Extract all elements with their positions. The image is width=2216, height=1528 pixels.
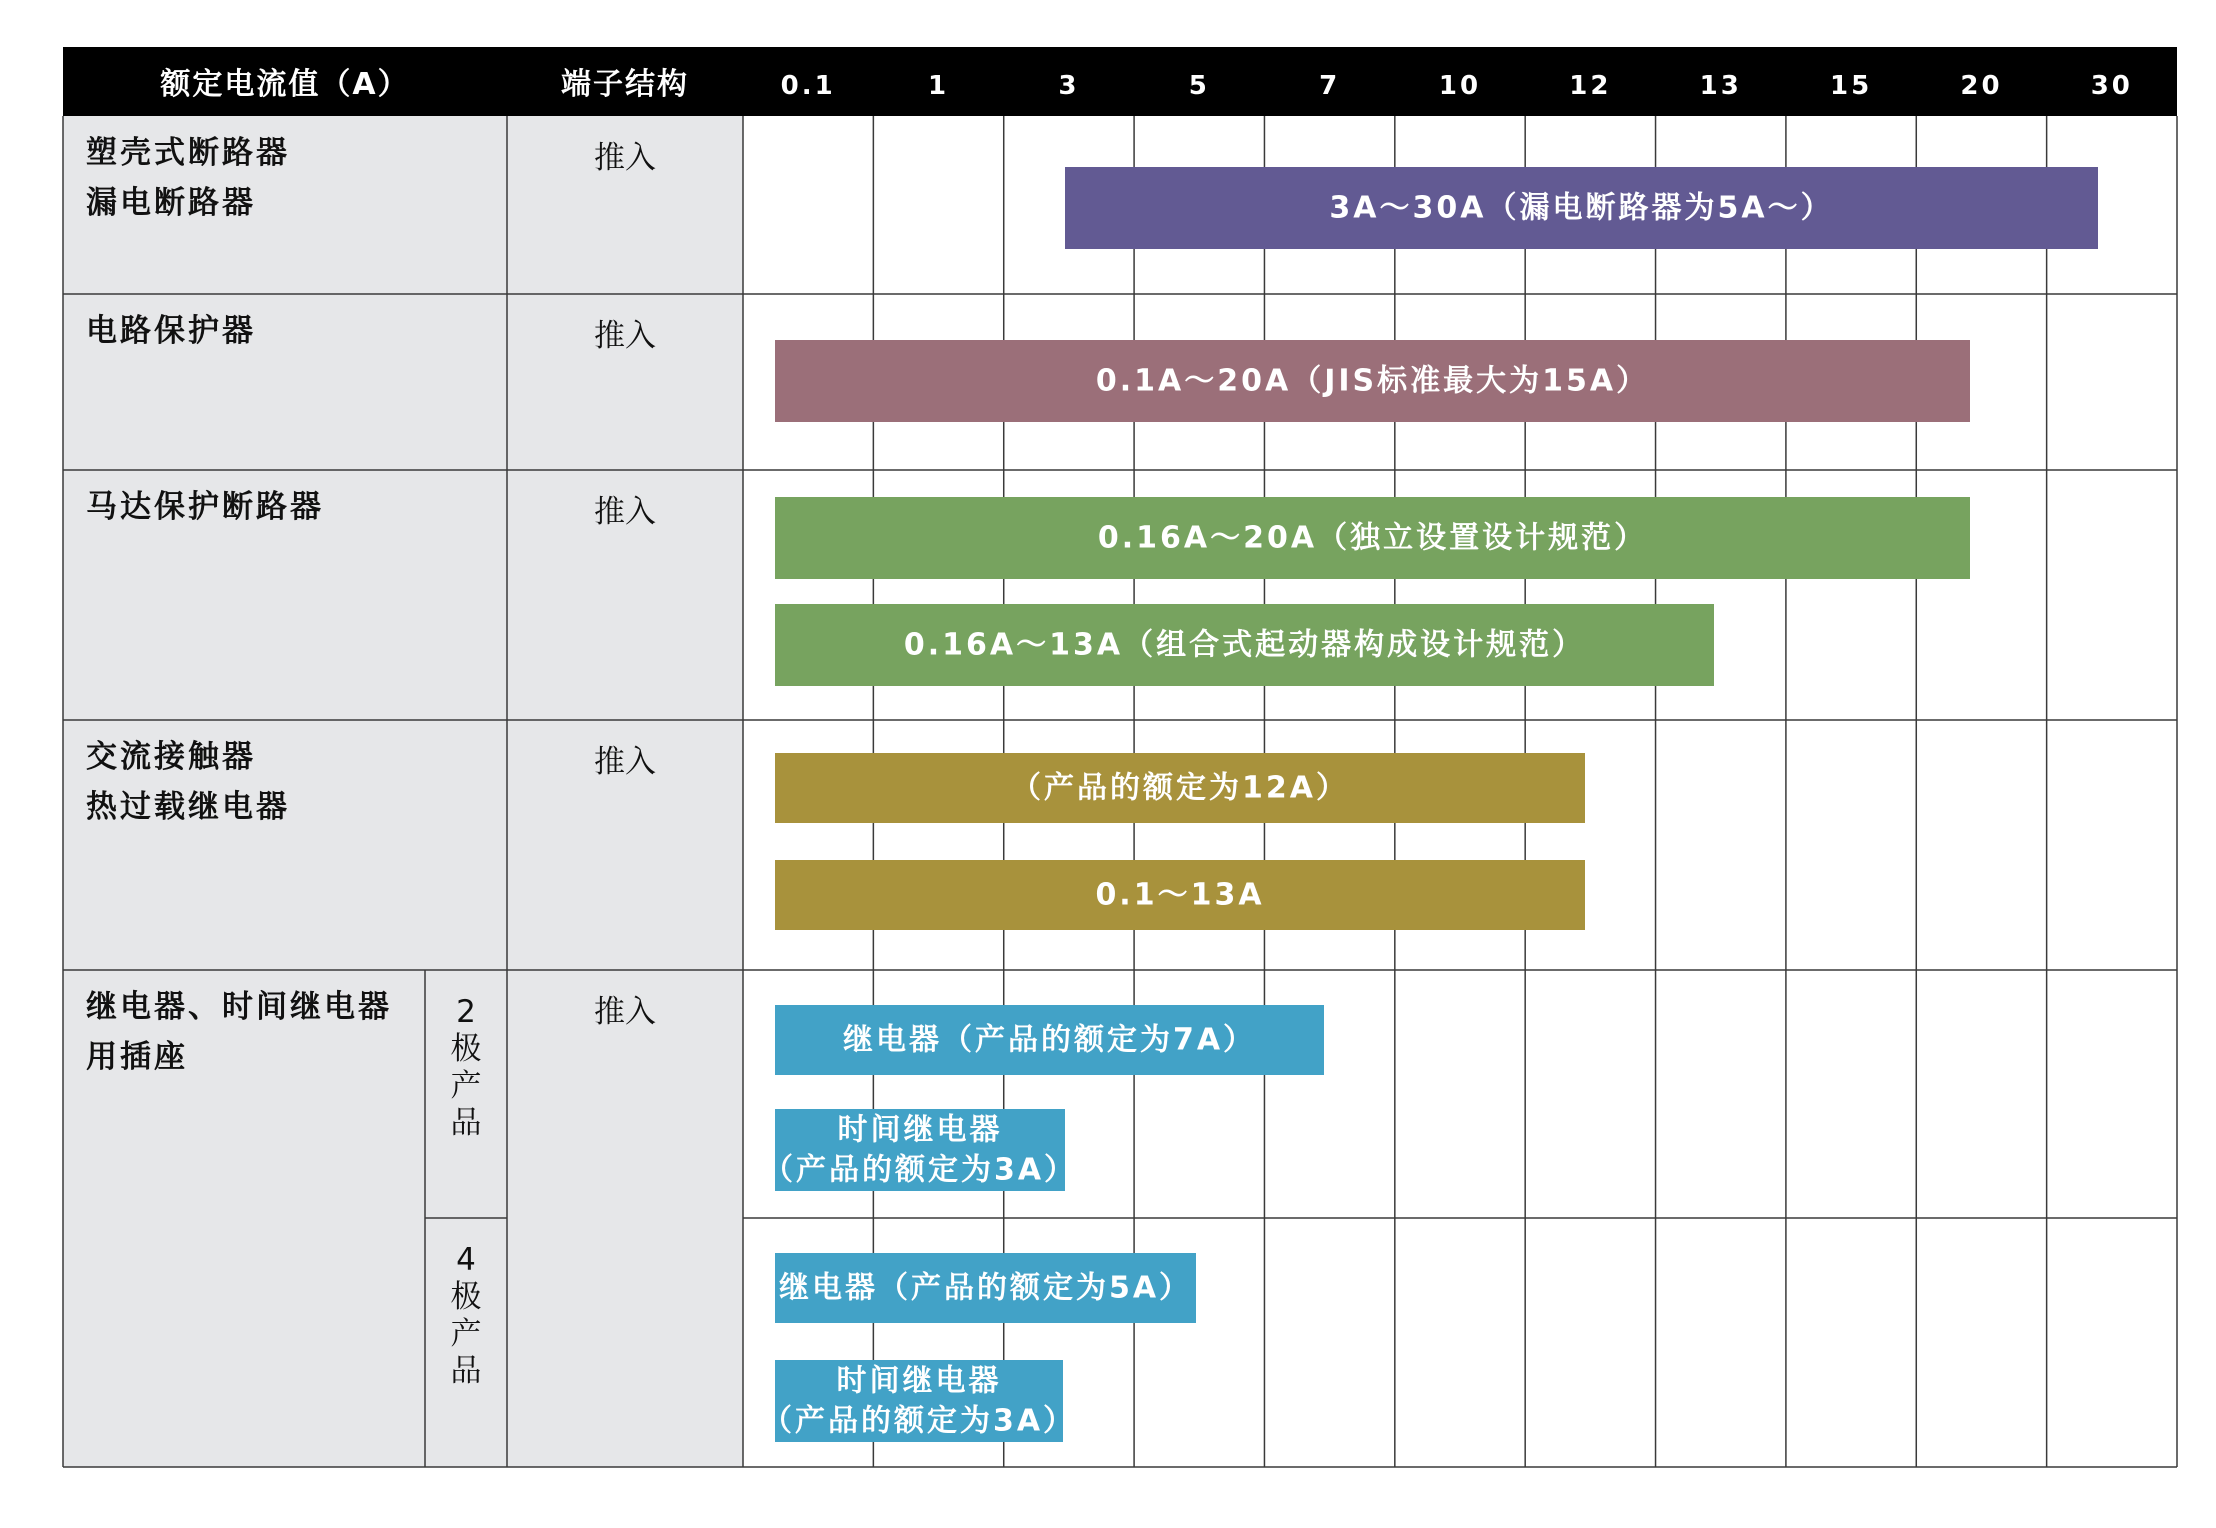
tick-label: 30 xyxy=(2090,71,2133,101)
tick-label: 12 xyxy=(1569,71,1612,101)
bar-label: 0.1～13A xyxy=(1095,877,1265,913)
category-label: 用插座 xyxy=(86,1039,188,1075)
terminal-label: 推入 xyxy=(594,140,656,176)
pole-label: 极 xyxy=(450,1031,482,1067)
tick-label: 0.1 xyxy=(780,71,836,101)
tick-label: 13 xyxy=(1699,71,1742,101)
header-rated-current: 额定电流值（A） xyxy=(160,67,410,102)
bar-label: 继电器（产品的额定为7A） xyxy=(842,1022,1257,1058)
bar-label: （产品的额定为12A） xyxy=(1011,770,1349,806)
category-label: 塑壳式断路器 xyxy=(86,135,290,171)
tick-label: 7 xyxy=(1319,71,1341,101)
bar-label: 时间继电器 xyxy=(836,1363,1002,1399)
terminal-label: 推入 xyxy=(594,318,656,354)
pole-label: 2 xyxy=(456,994,476,1030)
tick-label: 1 xyxy=(927,71,950,101)
bar-label: 0.1A～20A（JIS标准最大为15A） xyxy=(1095,363,1650,399)
category-label: 漏电断路器 xyxy=(86,185,256,221)
tick-label: 10 xyxy=(1438,71,1482,101)
category-label: 继电器、时间继电器 xyxy=(86,989,392,1025)
bar-label: （产品的额定为3A） xyxy=(761,1403,1077,1439)
pole-label: 4 xyxy=(456,1242,476,1278)
category-label: 电路保护器 xyxy=(86,313,256,349)
pole-label: 产 xyxy=(450,1316,482,1352)
terminal-label: 推入 xyxy=(594,994,656,1030)
tick-label: 3 xyxy=(1058,71,1080,101)
category-label: 马达保护断路器 xyxy=(86,489,324,525)
pole-label: 品 xyxy=(450,1105,482,1141)
pole-label: 产 xyxy=(450,1068,482,1104)
tick-label: 20 xyxy=(1960,71,2003,101)
bar-label: 3A～30A（漏电断路器为5A～） xyxy=(1329,190,1834,226)
terminal-label: 推入 xyxy=(594,494,656,530)
pole-label: 品 xyxy=(450,1353,482,1389)
pole-label: 极 xyxy=(450,1279,482,1315)
terminal-label: 推入 xyxy=(594,744,656,780)
header-terminal: 端子结构 xyxy=(561,67,689,102)
bar-label: 继电器（产品的额定为5A） xyxy=(778,1270,1193,1306)
bar-label: 时间继电器 xyxy=(837,1112,1003,1148)
bar-label: 0.16A～20A（独立设置设计规范） xyxy=(1097,520,1648,556)
category-label: 热过载继电器 xyxy=(86,789,290,825)
bar-label: （产品的额定为3A） xyxy=(762,1152,1078,1188)
tick-label: 5 xyxy=(1188,71,1210,101)
bar-label: 0.16A～13A（组合式起动器构成设计规范） xyxy=(903,627,1586,663)
tick-label: 15 xyxy=(1829,71,1873,101)
category-label: 交流接触器 xyxy=(86,739,256,775)
